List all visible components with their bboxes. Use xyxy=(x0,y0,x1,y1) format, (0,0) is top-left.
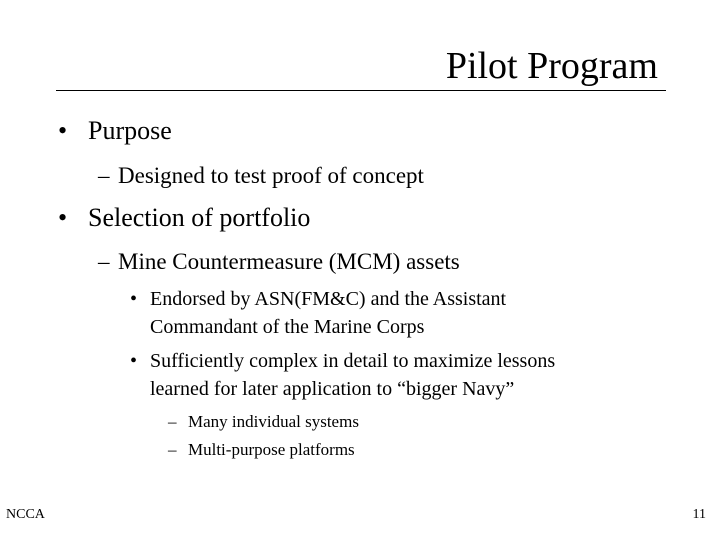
bullet-text: Purpose xyxy=(88,116,172,145)
sub-bullet-designed xyxy=(98,162,424,190)
point-complex xyxy=(130,347,555,403)
footer-organization: NCCA xyxy=(6,507,45,522)
point-line-2: learned for later application to “bigger Navy” xyxy=(150,378,515,400)
subpoint-systems xyxy=(168,408,359,436)
subpoint-platforms xyxy=(168,436,355,464)
sub-bullet-text: Mine Countermeasure (MCM) assets xyxy=(118,249,460,274)
sub-bullet-mcm xyxy=(98,248,460,276)
dash-marker: – xyxy=(98,163,110,188)
subpoint-text: Many individual systems xyxy=(188,412,359,431)
dash-marker: – xyxy=(168,440,177,459)
title-underline xyxy=(56,90,666,91)
subpoint-text: Multi-purpose platforms xyxy=(188,440,355,459)
dash-marker: – xyxy=(98,249,110,274)
bullet-selection xyxy=(58,203,310,233)
bullet-marker: • xyxy=(58,203,68,232)
point-line-2: Commandant of the Marine Corps xyxy=(150,316,425,338)
point-line-1: Endorsed by ASN(FM&C) and the Assistant xyxy=(150,288,507,310)
bullet-marker: • xyxy=(130,350,138,372)
slide-title: Pilot Program xyxy=(445,45,658,87)
point-endorsed xyxy=(130,285,506,341)
bullet-marker: • xyxy=(130,288,138,310)
dash-marker: – xyxy=(168,412,177,431)
bullet-marker: • xyxy=(58,116,68,145)
page-number: 11 xyxy=(692,507,706,522)
point-line-1: Sufficiently complex in detail to maximize lessons xyxy=(150,350,556,372)
point-text xyxy=(150,347,555,403)
sub-bullet-text: Designed to test proof of concept xyxy=(118,163,424,188)
point-text xyxy=(150,285,506,341)
bullet-purpose xyxy=(58,116,172,146)
bullet-text: Selection of portfolio xyxy=(88,203,311,232)
